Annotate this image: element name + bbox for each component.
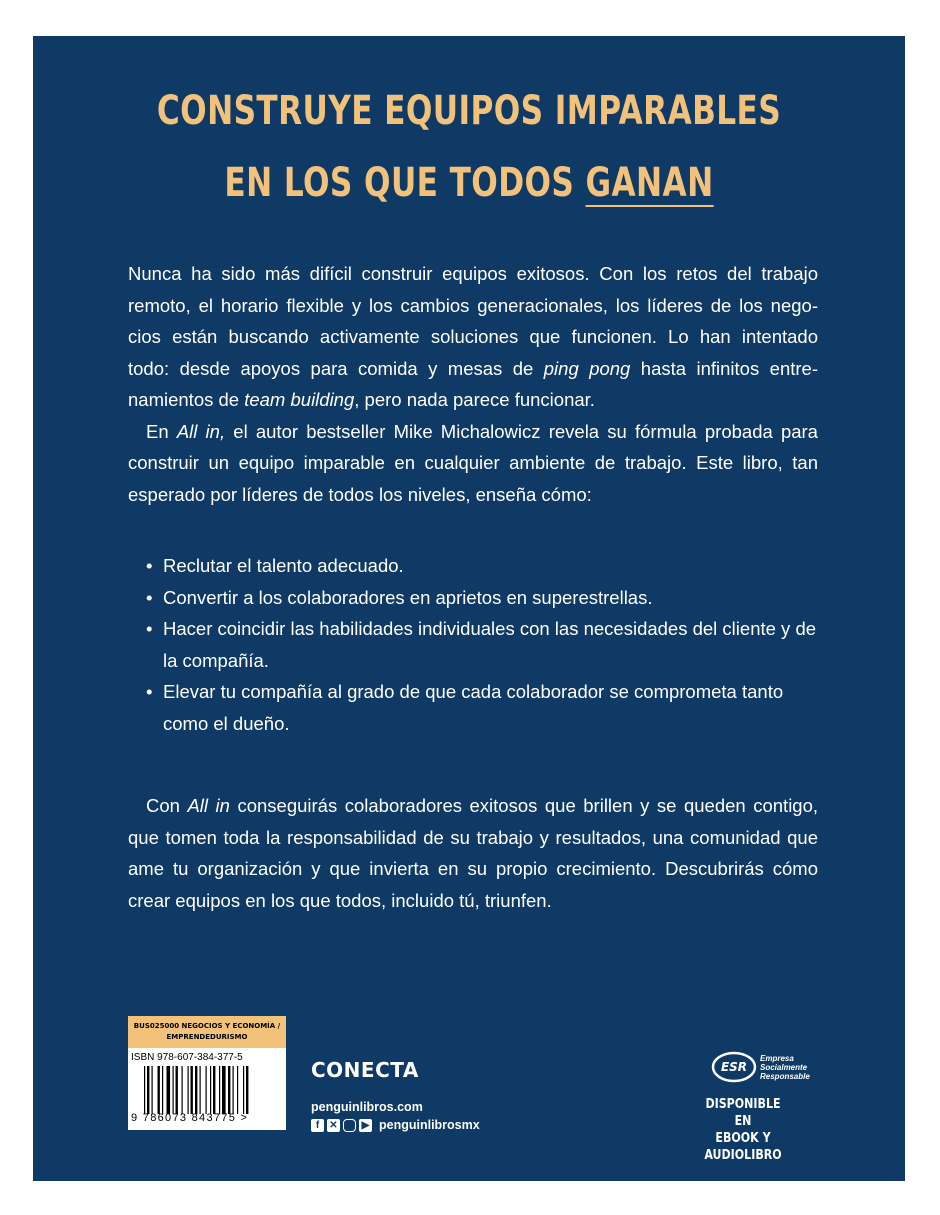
intro-line: [128, 353, 818, 385]
intro-line: esperado por líderes de todos los niveles, enseña cómo:: [128, 483, 592, 505]
instagram-icon: [343, 1119, 356, 1132]
italic-title: All in: [187, 795, 230, 816]
intro-line: [128, 416, 818, 448]
bullet-dot: •: [146, 681, 153, 702]
bullet-dot: •: [146, 586, 153, 608]
barcode-bar: [219, 1066, 220, 1114]
barcode-bars: [144, 1066, 280, 1114]
intro-line: cios están buscando activamente soluciones que funcionen. Lo han intentado: [128, 326, 818, 347]
text-run: todo: desde apoyos para comida y mesas de: [128, 357, 544, 379]
text-run: En: [146, 420, 177, 442]
category-line: BUS025000 NEGOCIOS Y ECONOMÍA /: [133, 1022, 281, 1030]
text-run: comunidad que ame tu organización y que invierta en su propio crecimiento.: [128, 826, 818, 879]
publisher-website: penguinlibros.com: [311, 1100, 423, 1114]
category-line: EMPRENDEDURISMO: [166, 1033, 248, 1041]
italic-title: All in,: [176, 420, 226, 442]
headline-line-2: [129, 160, 809, 206]
intro-line: Nunca ha sido más difícil construir equipos exitosos. Con los retos del trabajo: [128, 263, 818, 284]
barcode-bar: [182, 1066, 183, 1114]
barcode-bar: [243, 1066, 244, 1114]
esr-line: Empresa: [760, 1053, 794, 1063]
barcode-bar: [206, 1066, 207, 1114]
text-run: hasta infinitos entre-: [630, 357, 818, 379]
availability-line: DISPONIBLE EN: [705, 1097, 781, 1129]
barcode-bar: [188, 1066, 189, 1114]
barcode-bar: [200, 1066, 201, 1114]
barcode-bar: [167, 1066, 171, 1114]
esr-logo-icon: [711, 1050, 757, 1084]
headline-underlined-word: GANAN: [585, 160, 714, 206]
barcode-bar: [228, 1066, 230, 1114]
bullet-dot: •: [146, 555, 153, 576]
x-icon: ✕: [327, 1119, 340, 1132]
barcode-bar: [210, 1066, 211, 1114]
headline-line-2-prefix: EN LOS QUE TODOS: [224, 160, 586, 206]
social-links: [311, 1118, 480, 1132]
barcode-bar: [158, 1066, 160, 1114]
italic-term: ping pong: [543, 357, 631, 379]
headline-line-1: CONSTRUYE EQUIPOS IMPARABLES: [156, 88, 782, 134]
barcode-bar: [173, 1066, 174, 1114]
bullet-text: Convertir a los colaboradores en aprietos en superestrellas.: [163, 586, 653, 608]
esr-badge: [711, 1050, 810, 1084]
text-run: Con: [146, 795, 188, 816]
barcode-bar: [237, 1066, 238, 1114]
barcode-bar: [246, 1066, 248, 1114]
italic-term: team building: [244, 389, 355, 410]
bullet-item: [146, 550, 823, 582]
esr-logo-text: ESR: [720, 1060, 748, 1074]
barcode-bar: [152, 1066, 153, 1114]
barcode-bar: [176, 1066, 178, 1114]
barcode-bar: [195, 1066, 197, 1114]
back-cover: [33, 36, 905, 1181]
text-run: , pero nada parece funcionar.: [354, 389, 595, 410]
facebook-icon: f: [311, 1119, 324, 1132]
bullet-text: Reclutar el talento adecuado.: [163, 555, 404, 576]
bullet-item: [146, 676, 823, 739]
bullet-item: [146, 582, 823, 614]
bullet-dot: •: [146, 618, 153, 639]
availability-line: EBOOK Y AUDIOLIBRO: [704, 1131, 782, 1163]
youtube-icon: ▶: [359, 1119, 372, 1132]
esr-line: Socialmente: [760, 1062, 808, 1072]
barcode-bar: [162, 1066, 163, 1114]
text-run: Descubrirás cómo crear equipos en los que todos, incluido tú, triunfen.: [128, 858, 819, 911]
barcode-bar: [233, 1066, 234, 1114]
text-run: conseguirás colaboradores exitosos que brillen y se queden: [229, 795, 746, 816]
isbn-text: ISBN 978-607-384-377-5: [131, 1052, 243, 1063]
text-run: contigo, que tomen toda la responsabilidad de su trabajo y resultados, una: [128, 795, 819, 848]
bullet-text: Hacer coincidir las habilidades individuales con las necesidades del cliente y de la compañía.: [163, 618, 817, 671]
availability-note: [696, 1096, 790, 1164]
esr-line: Responsable: [760, 1071, 810, 1081]
barcode-bar: [144, 1066, 145, 1114]
intro-paragraph: [128, 258, 818, 510]
closing-paragraph: [128, 790, 818, 916]
publisher-imprint-logo: CONECTA: [311, 1058, 419, 1082]
bullet-item: [146, 613, 823, 676]
barcode-bar: [147, 1066, 149, 1114]
barcode-label: [128, 1016, 286, 1130]
barcode-bar: [213, 1066, 215, 1114]
intro-line: remoto, el horario flexible y los cambios generacionales, los líderes de los nego-: [128, 294, 818, 316]
esr-label: [760, 1054, 810, 1081]
barcode-bar: [191, 1066, 193, 1114]
text-run: el autor bestseller Mike Michalowicz revela su fórmula probada para: [225, 420, 818, 442]
intro-line: [128, 384, 818, 416]
barcode-bar: [222, 1066, 226, 1114]
intro-line: construir un equipo imparable en cualquier ambiente de trabajo. Este libro, tan: [128, 452, 818, 473]
bisac-category: [128, 1016, 286, 1048]
barcode-number: 9 786073 843775 >: [131, 1112, 249, 1124]
social-handle: penguinlibrosmx: [379, 1118, 480, 1132]
text-run: namientos de: [128, 389, 245, 410]
bullet-list: [146, 550, 823, 739]
bullet-text: Elevar tu compañía al grado de que cada colaborador se comprometa tanto como el dueño.: [163, 681, 784, 734]
